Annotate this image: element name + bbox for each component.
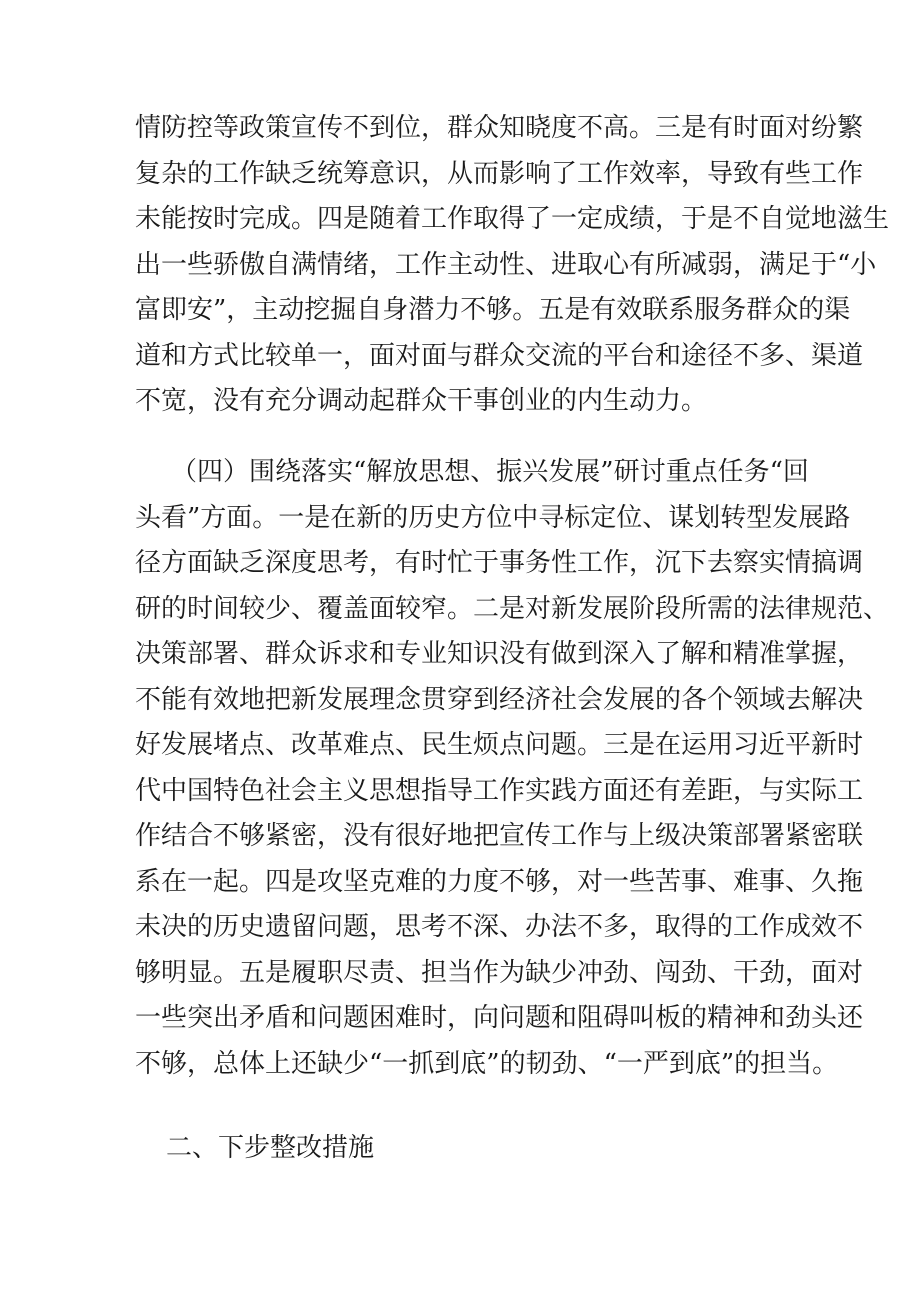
paragraph-line: 一些突出矛盾和问题困难时，向问题和阻碍叫板的精神和劲头还 [135, 1003, 864, 1033]
paragraph-line: （四）围绕落实“解放思想、振兴发展”研讨重点任务“回 [171, 457, 809, 487]
paragraph-epidemic-issues [135, 106, 890, 425]
section-heading: 二、下步整改措施 [166, 1133, 375, 1163]
paragraph-line: 径方面缺乏深度思考，有时忙于事务性工作，沉下去察实情搞调 [135, 548, 864, 578]
paragraph-line: 好发展堵点、改革难点、民生烦点问题。三是在运用习近平新时 [135, 730, 864, 760]
paragraph-review-section-four [135, 450, 890, 1087]
paragraph-line: 不能有效地把新发展理念贯穿到经济社会发展的各个领域去解决 [135, 684, 864, 715]
paragraph-line: 未决的历史遗留问题，思考不深、办法不多，取得的工作成效不 [135, 912, 864, 942]
paragraph-line: 决策部署、群众诉求和专业知识没有做到深入了解和精准掌握， [135, 639, 864, 669]
paragraph-line: 头看”方面。一是在新的历史方位中寻标定位、谋划转型发展路 [135, 502, 851, 533]
paragraph-line: 代中国特色社会主义思想指导工作实践方面还有差距，与实际工 [135, 775, 864, 806]
paragraph-line: 系在一起。四是攻坚克难的力度不够，对一些苦事、难事、久拖 [135, 866, 864, 897]
paragraph-line: 研的时间较少、覆盖面较窄。二是对新发展阶段所需的法律规范、 [135, 593, 890, 624]
paragraph-line: 出一些骄傲自满情绪，工作主动性、进取心有所减弱，满足于“小 [135, 249, 877, 280]
paragraph-line: 不够，总体上还缺少“一抓到底”的韧劲、“一严到底”的担当。 [135, 1048, 839, 1079]
paragraph-line: 情防控等政策宣传不到位，群众知晓度不高。三是有时面对纷繁 [135, 113, 864, 143]
paragraph-line: 未能按时完成。四是随着工作取得了一定成绩，于是不自觉地滋生 [135, 204, 890, 234]
paragraph-line: 够明显。五是履职尽责、担当作为缺少冲劲、闯劲、干劲，面对 [135, 957, 864, 988]
paragraph-line: 复杂的工作缺乏统筹意识，从而影响了工作效率，导致有些工作 [135, 158, 864, 189]
paragraph-line: 作结合不够紧密，没有很好地把宣传工作与上级决策部署紧密联 [135, 821, 864, 851]
paragraph-line: 富即安”，主动挖掘自身潜力不够。五是有效联系服务群众的渠 [135, 295, 851, 325]
paragraph-line: 不宽，没有充分调动起群众干事创业的内生动力。 [135, 386, 708, 416]
paragraph-line: 道和方式比较单一，面对面与群众交流的平台和途径不多、渠道 [135, 340, 864, 371]
